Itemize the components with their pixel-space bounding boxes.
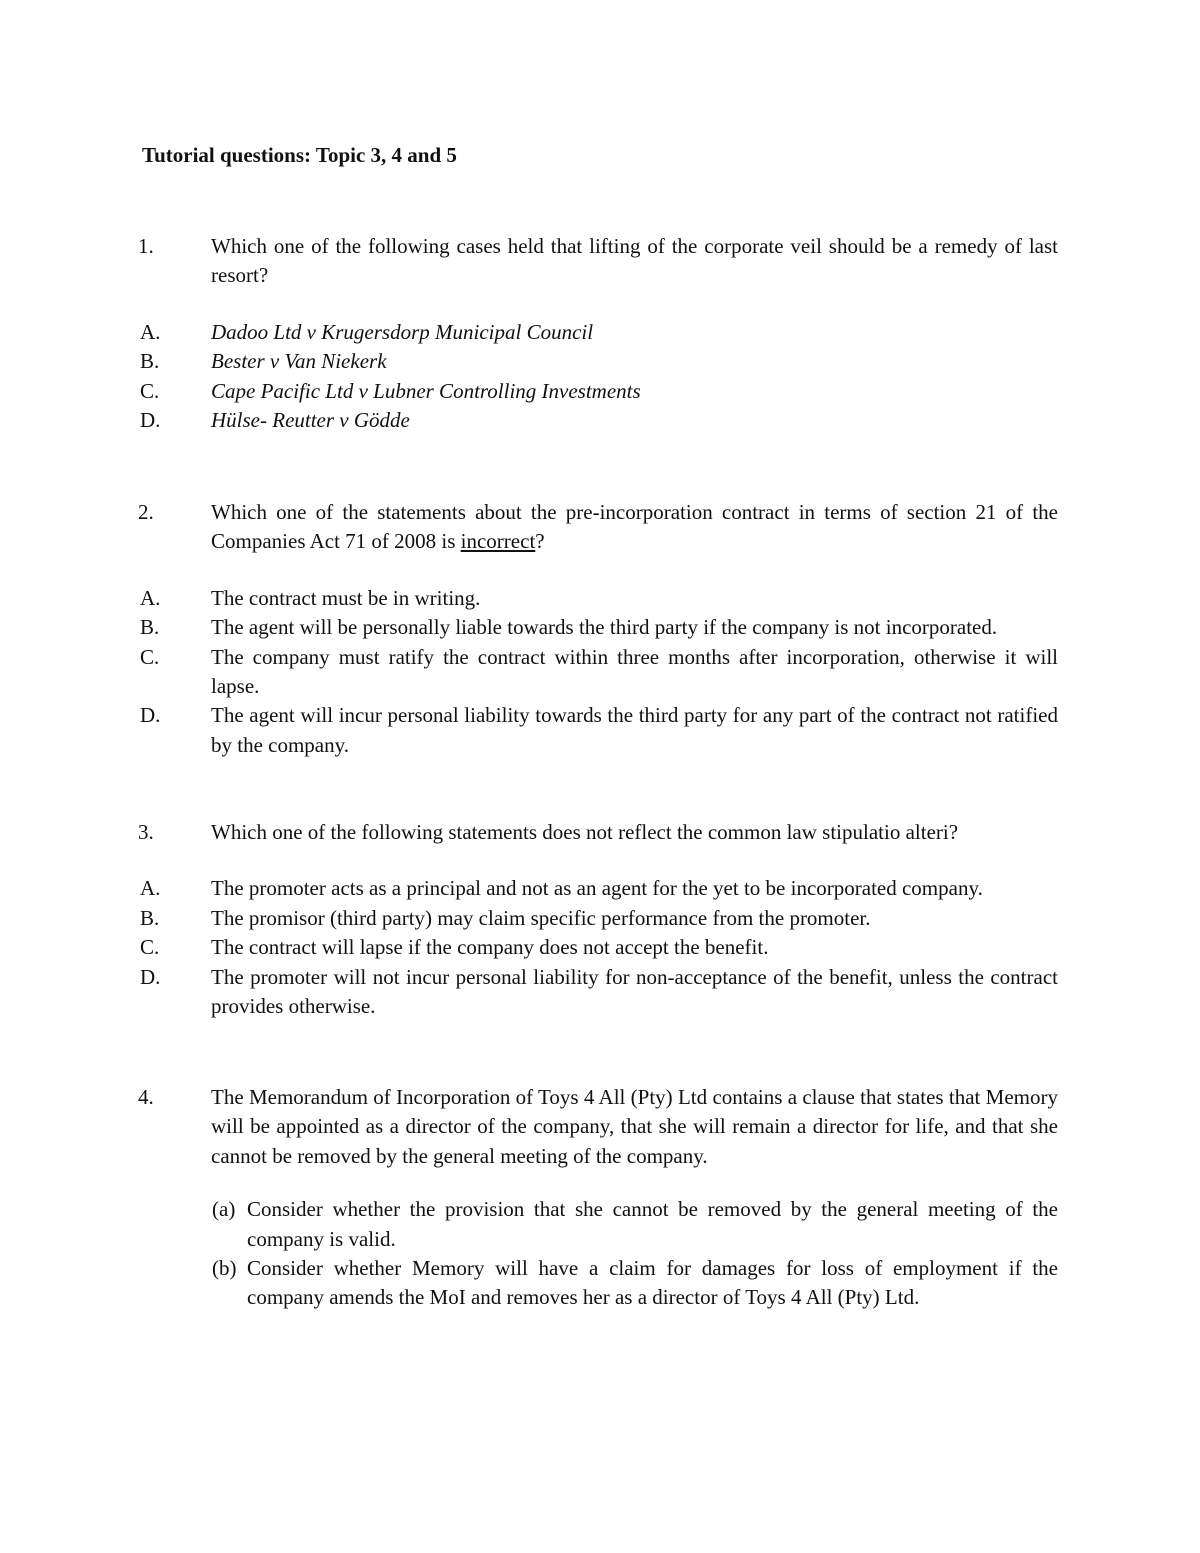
underlined-word: incorrect: [460, 529, 536, 554]
question-2-options: [0, 584, 1200, 760]
option-row: [140, 643, 1058, 702]
option-text: The promoter acts as a principal and not as an agent for the yet to be incorporated company.: [211, 876, 983, 901]
question-4-stem: [138, 1083, 1058, 1171]
question-1: [0, 232, 1200, 435]
option-text: Cape Pacific Ltd v Lubner Controlling Investments: [211, 378, 641, 403]
question-3-options: [0, 874, 1200, 1021]
option-text: Dadoo Ltd v Krugersdorp Municipal Council: [211, 319, 594, 344]
option-letter: C.: [140, 378, 160, 403]
question-number: 3.: [138, 820, 154, 844]
page-title: Tutorial questions: Topic 3, 4 and 5: [142, 143, 457, 167]
question-number: 2.: [138, 500, 154, 524]
option-text: The company must ratify the contract within three months after incorporation, otherwise it will lapse.: [211, 644, 1058, 699]
option-text: The promoter will not incur personal liability for non-acceptance of the benefit, unless the contract provides otherwise.: [211, 964, 1058, 1019]
question-text: Which one of the following cases held that lifting of the corporate veil should be a remedy of last resort?: [211, 234, 1058, 288]
question-text-end: ?: [535, 529, 545, 554]
subpart-text: Consider whether the provision that she cannot be removed by the general meeting of the company is valid.: [247, 1197, 1058, 1251]
option-row: [140, 874, 1058, 903]
question-2-stem: [138, 498, 1058, 557]
question-text-start: Which one of the statements about the pre-incorporation contract in terms of section 21 of the Companies Act 71 of 2008 is: [211, 500, 1058, 554]
question-number: 1.: [138, 234, 154, 258]
option-letter: B.: [140, 905, 160, 930]
question-text: The Memorandum of Incorporation of Toys 4 All (Pty) Ltd contains a clause that states that Memory will be appointed as a director of the company, that she will remain a director for life, and that she cannot be removed by the general meeting of the company.: [211, 1085, 1058, 1168]
question-text: Which one of the following statements does not reflect the common law stipulatio alteri?: [211, 820, 959, 844]
option-letter: D.: [140, 408, 161, 433]
question-4: [0, 1083, 1200, 1313]
question-3: [0, 818, 1200, 1021]
option-row: [140, 406, 1058, 435]
question-2: [0, 498, 1200, 760]
option-row: [140, 613, 1058, 642]
option-letter: A.: [140, 876, 161, 901]
option-text: The agent will incur personal liability towards the third party for any part of the contract not ratified by the company.: [211, 703, 1058, 757]
subpart-text: Consider whether Memory will have a claim for damages for loss of employment if the company amends the MoI and removes her as a director of Toys 4 All (Pty) Ltd.: [247, 1256, 1058, 1310]
option-letter: A.: [140, 319, 161, 344]
option-text: Hülse- Reutter v Gödde: [211, 408, 410, 433]
subpart-row: [212, 1254, 1058, 1313]
option-row: [140, 377, 1058, 406]
option-text: The agent will be personally liable towards the third party if the company is not incorporated.: [211, 615, 998, 640]
option-letter: D.: [140, 964, 161, 989]
question-1-options: [0, 318, 1200, 436]
question-4-subparts: [0, 1195, 1200, 1313]
option-letter: A.: [140, 585, 161, 610]
option-row: [140, 347, 1058, 376]
subpart-letter: (a): [212, 1197, 236, 1222]
question-3-stem: [138, 818, 1058, 847]
option-letter: B.: [140, 615, 160, 640]
option-letter: C.: [140, 935, 160, 960]
option-text: The contract must be in writing.: [211, 585, 481, 610]
question-1-stem: [138, 232, 1058, 291]
subpart-letter: (b): [212, 1256, 237, 1281]
option-letter: C.: [140, 644, 160, 669]
option-text: Bester v Van Niekerk: [211, 349, 387, 374]
option-row: [140, 318, 1058, 347]
option-row: [140, 904, 1058, 933]
question-number: 4.: [138, 1085, 154, 1109]
subpart-row: [212, 1195, 1058, 1254]
option-row: [140, 701, 1058, 760]
option-text: The contract will lapse if the company does not accept the benefit.: [211, 935, 769, 960]
option-row: [140, 584, 1058, 613]
option-text: The promisor (third party) may claim specific performance from the promoter.: [211, 905, 871, 930]
option-letter: B.: [140, 349, 160, 374]
question-text: [174, 498, 1058, 557]
option-letter: D.: [140, 703, 161, 728]
option-row: [140, 963, 1058, 1022]
option-row: [140, 933, 1058, 962]
